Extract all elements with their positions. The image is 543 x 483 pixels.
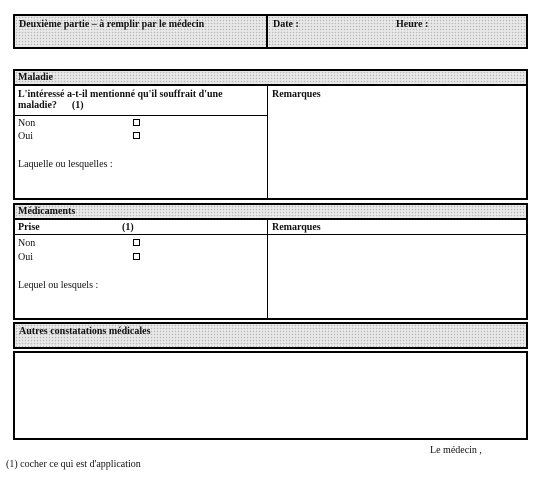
medicaments-remarks-label: Remarques: [272, 222, 321, 233]
maladie-question: L'intéressé a-t-il mentionné qu'il souffrait d'une maladie? (1): [18, 89, 223, 111]
medicaments-title-bar: [15, 205, 526, 218]
maladie-option-non: Non: [18, 118, 36, 129]
medicaments-section: [13, 203, 528, 320]
maladie-non-checkbox[interactable]: [133, 119, 140, 126]
autres-title: Autres constatations médicales: [19, 326, 151, 337]
footnote: (1) cocher ce qui est d'application: [6, 459, 141, 470]
maladie-question-note: (1): [71, 100, 84, 111]
medicaments-option-non: Non: [18, 238, 36, 249]
maladie-option-oui: Oui: [18, 131, 33, 142]
prise-note: (1): [122, 222, 134, 233]
maladie-remarks-label: Remarques: [272, 89, 321, 100]
prise-label: Prise: [18, 222, 40, 233]
heure-label: Heure :: [396, 19, 429, 30]
medicaments-oui-checkbox[interactable]: [133, 253, 140, 260]
maladie-oui-checkbox[interactable]: [133, 132, 140, 139]
autres-content-box[interactable]: [13, 351, 528, 440]
maladie-title: Maladie: [18, 72, 53, 83]
date-label: Date :: [273, 19, 299, 30]
medicaments-non-checkbox[interactable]: [133, 239, 140, 246]
autres-title-bar: [13, 322, 528, 349]
maladie-title-bar: [15, 71, 526, 84]
header-part-cell: [13, 14, 268, 49]
header-date-cell: [266, 14, 528, 49]
maladie-which-label: Laquelle ou lesquelles :: [18, 159, 113, 170]
medicaments-title: Médicaments: [18, 206, 76, 217]
signature-label: Le médecin ,: [430, 445, 482, 456]
medicaments-which-label: Lequel ou lesquels :: [18, 280, 99, 291]
medicaments-option-oui: Oui: [18, 252, 33, 263]
part-title: Deuxième partie – à remplir par le médecin: [19, 19, 205, 30]
